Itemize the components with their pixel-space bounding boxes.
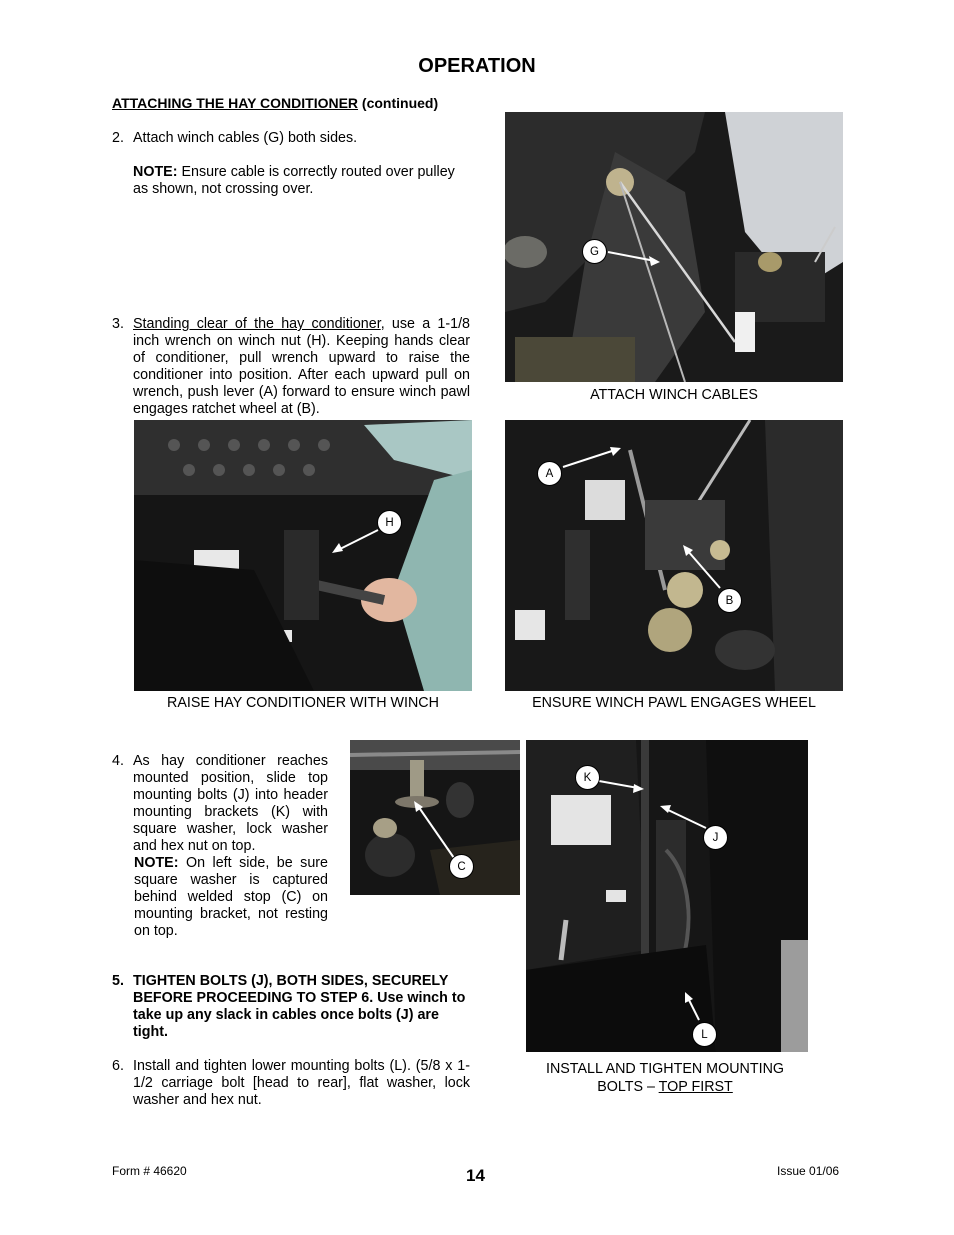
step-2-note-label: NOTE: — [133, 164, 178, 180]
step-3-underlined: Standing clear of the hay conditioner — [133, 316, 381, 332]
step-6 — [112, 1058, 472, 1112]
section-heading-suffix: (continued) — [358, 95, 439, 111]
callout-g: G — [582, 239, 607, 264]
step-5 — [112, 973, 472, 1043]
arrow-g — [505, 112, 843, 382]
caption-pawl-wheel: ENSURE WINCH PAWL ENGAGES WHEEL — [532, 695, 816, 711]
callout-c: C — [449, 854, 474, 879]
step-2-number: 2. — [112, 130, 124, 146]
callout-b: B — [717, 588, 742, 613]
callout-a: A — [537, 461, 562, 486]
step-4-note — [134, 855, 328, 940]
arrow-h — [134, 420, 472, 691]
step-2-note-text: Ensure cable is correctly routed over pulley as shown, not crossing over. — [133, 164, 455, 197]
step-4-note-label: NOTE: — [134, 855, 179, 871]
page-title: OPERATION — [418, 55, 536, 77]
step-6-number: 6. — [112, 1058, 124, 1074]
step-4 — [112, 753, 328, 943]
step-5-text: TIGHTEN BOLTS (J), BOTH SIDES, SECURELY BEFORE PROCEEDING TO STEP 6. Use winch to take up any slack in cables once bolts (J) are tight. — [133, 973, 466, 1040]
caption-raise-winch: RAISE HAY CONDITIONER WITH WINCH — [167, 695, 439, 711]
footer-issue: Issue 01/06 — [777, 1164, 840, 1178]
step-3-body: , use a 1-1/8 inch wrench on winch nut (H). Keeping hands clear of conditioner, pull wrench upward to raise the conditioner into position. After each upward pull on wrench, push lever (A) forward to ensure winch pawl engages ratchet wheel at (B). — [133, 316, 470, 417]
photo-mounting-bolts — [526, 740, 808, 1052]
section-heading — [112, 95, 438, 111]
callout-l: L — [692, 1022, 717, 1047]
arrows-a-b — [505, 420, 843, 691]
callout-j: J — [703, 825, 728, 850]
step-4-note-text: On left side, be sure square washer is captured behind welded stop (C) on mounting bracket, not resting on top. — [134, 855, 328, 939]
step-5-number: 5. — [112, 973, 124, 989]
caption-mounting-line2 — [526, 1078, 804, 1096]
photo-winch-cables — [505, 112, 843, 382]
callout-h: H — [377, 510, 402, 535]
step-2-note — [133, 164, 473, 198]
section-heading-main: ATTACHING THE HAY CONDITIONER — [112, 95, 359, 111]
footer-form-number: Form # 46620 — [112, 1164, 187, 1178]
caption-mounting-prefix: BOLTS – — [597, 1079, 659, 1095]
caption-mounting-bolts — [526, 1060, 804, 1096]
page-number: 14 — [466, 1166, 485, 1185]
step-4-number: 4. — [112, 753, 124, 769]
photo-raise-winch — [134, 420, 472, 691]
caption-mounting-line1: INSTALL AND TIGHTEN MOUNTING — [545, 1061, 785, 1077]
step-3-text — [133, 316, 470, 418]
step-4-text: As hay conditioner reaches mounted position, slide top mounting bolts (J) into header mounting brackets (K) with square washer, lock washer and hex nut on top. — [133, 753, 328, 854]
caption-mounting-underlined: TOP FIRST — [658, 1079, 733, 1095]
step-3 — [112, 316, 470, 420]
callout-k: K — [575, 765, 600, 790]
arrow-c — [350, 740, 520, 895]
step-6-text: Install and tighten lower mounting bolts (L). (5/8 x 1-1/2 carriage bolt [head to rear], flat washer, lock washer and hex nut. — [133, 1058, 470, 1108]
step-3-number: 3. — [112, 316, 124, 332]
photo-pawl-wheel — [505, 420, 843, 691]
step-2-text: Attach winch cables (G) both sides. — [133, 130, 358, 146]
caption-winch-cables: ATTACH WINCH CABLES — [590, 387, 758, 403]
arrows-k-j-l — [526, 740, 808, 1052]
step-2 — [112, 130, 472, 200]
photo-welded-stop — [350, 740, 520, 895]
